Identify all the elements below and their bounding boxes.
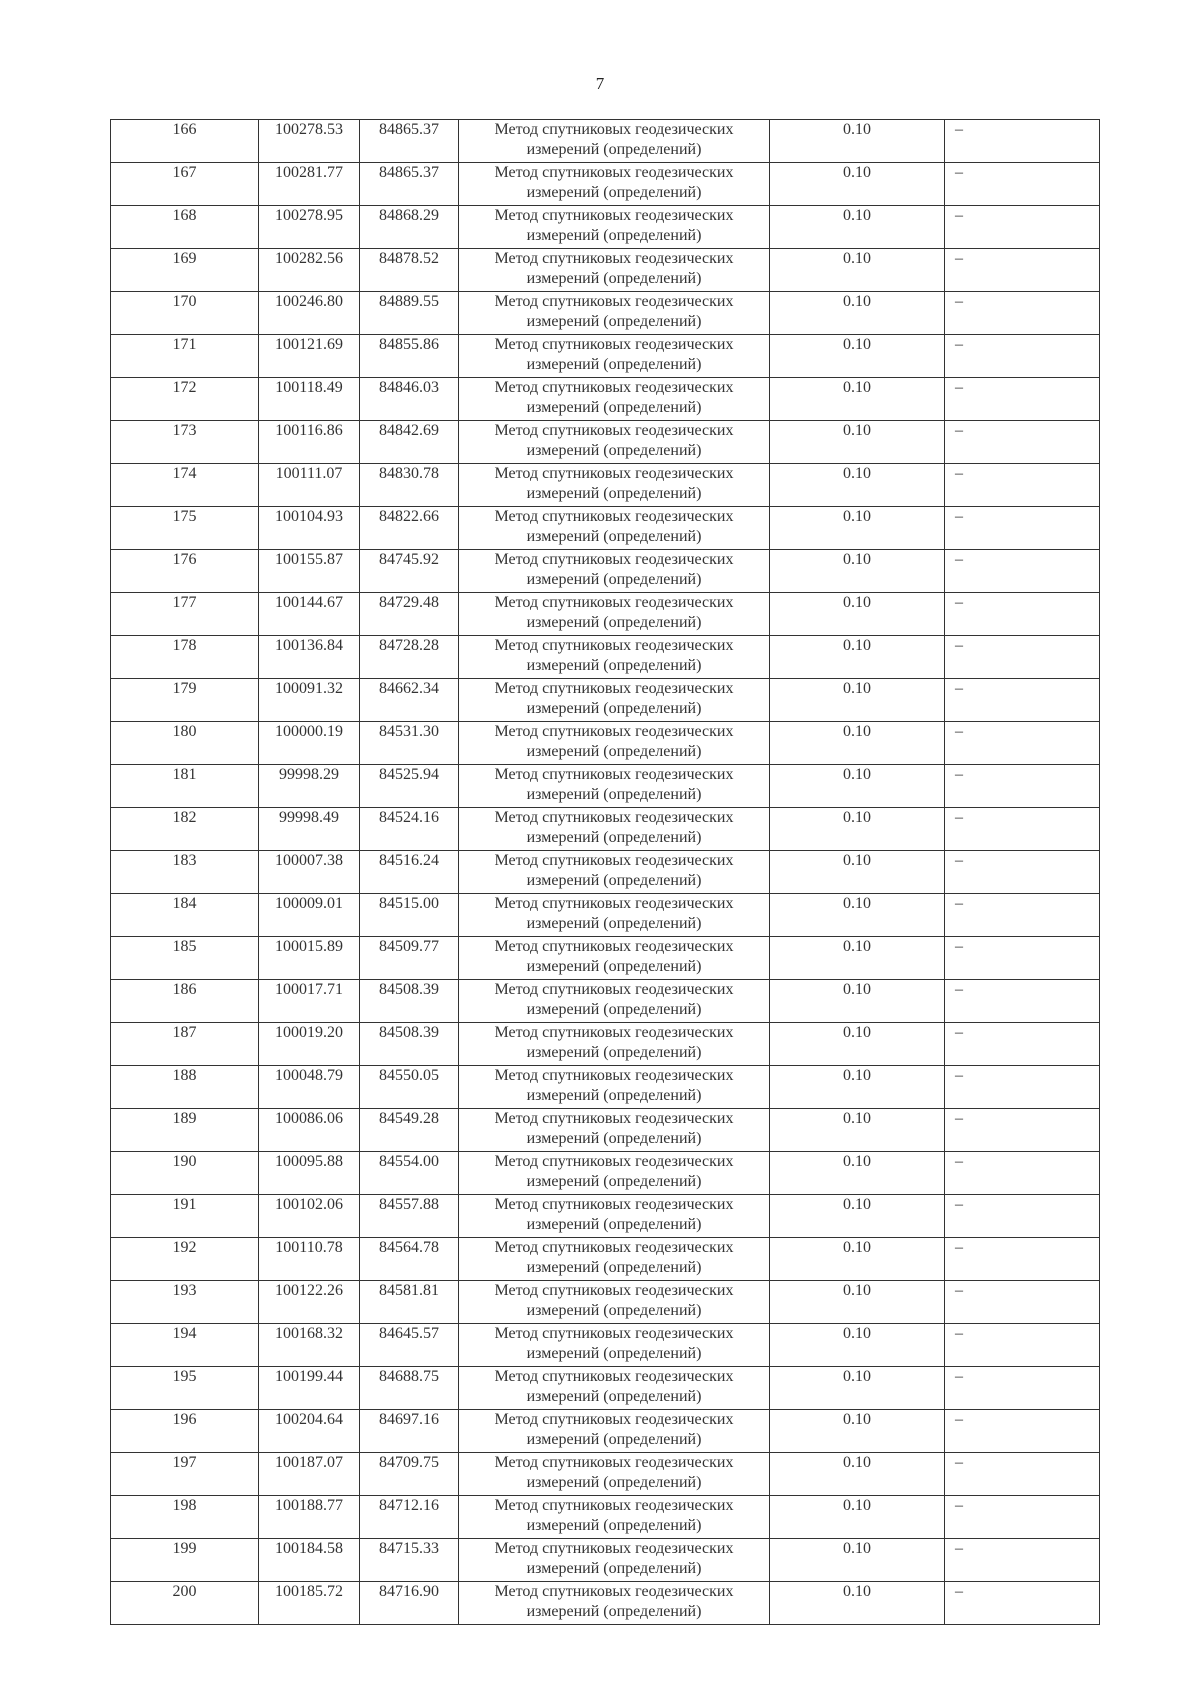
x-coordinate-cell: 100282.56 (259, 249, 360, 292)
method-cell: Метод спутниковых геодезических измерений (определений) (459, 1324, 770, 1367)
dash-cell: – (945, 1539, 1100, 1582)
dash-cell: – (945, 1066, 1100, 1109)
table-row (111, 1410, 1100, 1453)
coordinates-table (110, 119, 1100, 1625)
point-number-cell: 196 (111, 1410, 259, 1453)
point-number-cell: 171 (111, 335, 259, 378)
x-coordinate-cell: 100048.79 (259, 1066, 360, 1109)
dash-cell: – (945, 1496, 1100, 1539)
y-coordinate-cell: 84715.33 (360, 1539, 459, 1582)
dash-cell: – (945, 1238, 1100, 1281)
method-cell: Метод спутниковых геодезических измерений (определений) (459, 1109, 770, 1152)
dash-cell: – (945, 808, 1100, 851)
accuracy-cell: 0.10 (770, 679, 945, 722)
accuracy-cell: 0.10 (770, 1109, 945, 1152)
y-coordinate-cell: 84645.57 (360, 1324, 459, 1367)
table-row (111, 550, 1100, 593)
y-coordinate-cell: 84716.90 (360, 1582, 459, 1625)
table-row (111, 1238, 1100, 1281)
x-coordinate-cell: 100015.89 (259, 937, 360, 980)
x-coordinate-cell: 100111.07 (259, 464, 360, 507)
point-number-cell: 192 (111, 1238, 259, 1281)
y-coordinate-cell: 84662.34 (360, 679, 459, 722)
x-coordinate-cell: 100091.32 (259, 679, 360, 722)
point-number-cell: 193 (111, 1281, 259, 1324)
table-row (111, 335, 1100, 378)
table-row (111, 206, 1100, 249)
accuracy-cell: 0.10 (770, 464, 945, 507)
table-row (111, 1066, 1100, 1109)
x-coordinate-cell: 100000.19 (259, 722, 360, 765)
table-row (111, 1281, 1100, 1324)
accuracy-cell: 0.10 (770, 206, 945, 249)
y-coordinate-cell: 84524.16 (360, 808, 459, 851)
y-coordinate-cell: 84889.55 (360, 292, 459, 335)
table-row (111, 1496, 1100, 1539)
table-row (111, 1195, 1100, 1238)
dash-cell: – (945, 335, 1100, 378)
dash-cell: – (945, 722, 1100, 765)
accuracy-cell: 0.10 (770, 1152, 945, 1195)
dash-cell: – (945, 1152, 1100, 1195)
y-coordinate-cell: 84868.29 (360, 206, 459, 249)
accuracy-cell: 0.10 (770, 120, 945, 163)
point-number-cell: 172 (111, 378, 259, 421)
dash-cell: – (945, 1023, 1100, 1066)
x-coordinate-cell: 100168.32 (259, 1324, 360, 1367)
accuracy-cell: 0.10 (770, 1496, 945, 1539)
accuracy-cell: 0.10 (770, 1539, 945, 1582)
y-coordinate-cell: 84516.24 (360, 851, 459, 894)
method-cell: Метод спутниковых геодезических измерений (определений) (459, 1410, 770, 1453)
point-number-cell: 168 (111, 206, 259, 249)
y-coordinate-cell: 84697.16 (360, 1410, 459, 1453)
accuracy-cell: 0.10 (770, 1281, 945, 1324)
dash-cell: – (945, 1410, 1100, 1453)
x-coordinate-cell: 99998.29 (259, 765, 360, 808)
accuracy-cell: 0.10 (770, 894, 945, 937)
x-coordinate-cell: 100246.80 (259, 292, 360, 335)
accuracy-cell: 0.10 (770, 593, 945, 636)
table-row (111, 808, 1100, 851)
table-row (111, 593, 1100, 636)
accuracy-cell: 0.10 (770, 1582, 945, 1625)
x-coordinate-cell: 100116.86 (259, 421, 360, 464)
point-number-cell: 173 (111, 421, 259, 464)
dash-cell: – (945, 1281, 1100, 1324)
method-cell: Метод спутниковых геодезических измерений (определений) (459, 335, 770, 378)
table-row (111, 636, 1100, 679)
y-coordinate-cell: 84688.75 (360, 1367, 459, 1410)
dash-cell: – (945, 1582, 1100, 1625)
accuracy-cell: 0.10 (770, 980, 945, 1023)
accuracy-cell: 0.10 (770, 292, 945, 335)
method-cell: Метод спутниковых геодезических измерений (определений) (459, 765, 770, 808)
table-row (111, 1324, 1100, 1367)
x-coordinate-cell: 100086.06 (259, 1109, 360, 1152)
method-cell: Метод спутниковых геодезических измерений (определений) (459, 1152, 770, 1195)
y-coordinate-cell: 84830.78 (360, 464, 459, 507)
table-row (111, 249, 1100, 292)
y-coordinate-cell: 84822.66 (360, 507, 459, 550)
method-cell: Метод спутниковых геодезических измерений (определений) (459, 1238, 770, 1281)
accuracy-cell: 0.10 (770, 1367, 945, 1410)
table-row (111, 851, 1100, 894)
x-coordinate-cell: 100009.01 (259, 894, 360, 937)
point-number-cell: 200 (111, 1582, 259, 1625)
x-coordinate-cell: 100017.71 (259, 980, 360, 1023)
y-coordinate-cell: 84509.77 (360, 937, 459, 980)
method-cell: Метод спутниковых геодезических измерений (определений) (459, 679, 770, 722)
method-cell: Метод спутниковых геодезических измерений (определений) (459, 249, 770, 292)
method-cell: Метод спутниковых геодезических измерений (определений) (459, 507, 770, 550)
accuracy-cell: 0.10 (770, 378, 945, 421)
point-number-cell: 183 (111, 851, 259, 894)
accuracy-cell: 0.10 (770, 421, 945, 464)
point-number-cell: 179 (111, 679, 259, 722)
accuracy-cell: 0.10 (770, 636, 945, 679)
table-row (111, 1453, 1100, 1496)
x-coordinate-cell: 100187.07 (259, 1453, 360, 1496)
y-coordinate-cell: 84554.00 (360, 1152, 459, 1195)
dash-cell: – (945, 507, 1100, 550)
dash-cell: – (945, 421, 1100, 464)
dash-cell: – (945, 120, 1100, 163)
dash-cell: – (945, 249, 1100, 292)
method-cell: Метод спутниковых геодезических измерений (определений) (459, 464, 770, 507)
x-coordinate-cell: 100019.20 (259, 1023, 360, 1066)
x-coordinate-cell: 100121.69 (259, 335, 360, 378)
x-coordinate-cell: 100155.87 (259, 550, 360, 593)
dash-cell: – (945, 292, 1100, 335)
method-cell: Метод спутниковых геодезических измерений (определений) (459, 292, 770, 335)
method-cell: Метод спутниковых геодезических измерений (определений) (459, 980, 770, 1023)
y-coordinate-cell: 84745.92 (360, 550, 459, 593)
y-coordinate-cell: 84550.05 (360, 1066, 459, 1109)
coordinates-table-body (111, 120, 1100, 1625)
point-number-cell: 195 (111, 1367, 259, 1410)
point-number-cell: 180 (111, 722, 259, 765)
x-coordinate-cell: 100184.58 (259, 1539, 360, 1582)
x-coordinate-cell: 100102.06 (259, 1195, 360, 1238)
point-number-cell: 176 (111, 550, 259, 593)
method-cell: Метод спутниковых геодезических измерений (определений) (459, 808, 770, 851)
table-row (111, 163, 1100, 206)
dash-cell: – (945, 1453, 1100, 1496)
table-row (111, 120, 1100, 163)
y-coordinate-cell: 84508.39 (360, 1023, 459, 1066)
table-row (111, 679, 1100, 722)
method-cell: Метод спутниковых геодезических измерений (определений) (459, 894, 770, 937)
y-coordinate-cell: 84508.39 (360, 980, 459, 1023)
method-cell: Метод спутниковых геодезических измерений (определений) (459, 1367, 770, 1410)
y-coordinate-cell: 84846.03 (360, 378, 459, 421)
table-row (111, 765, 1100, 808)
x-coordinate-cell: 100281.77 (259, 163, 360, 206)
method-cell: Метод спутниковых геодезических измерений (определений) (459, 163, 770, 206)
method-cell: Метод спутниковых геодезических измерений (определений) (459, 550, 770, 593)
method-cell: Метод спутниковых геодезических измерений (определений) (459, 1539, 770, 1582)
y-coordinate-cell: 84581.81 (360, 1281, 459, 1324)
accuracy-cell: 0.10 (770, 765, 945, 808)
point-number-cell: 194 (111, 1324, 259, 1367)
x-coordinate-cell: 100278.95 (259, 206, 360, 249)
y-coordinate-cell: 84712.16 (360, 1496, 459, 1539)
method-cell: Метод спутниковых геодезических измерений (определений) (459, 1281, 770, 1324)
point-number-cell: 174 (111, 464, 259, 507)
dash-cell: – (945, 1109, 1100, 1152)
point-number-cell: 177 (111, 593, 259, 636)
table-row (111, 894, 1100, 937)
point-number-cell: 199 (111, 1539, 259, 1582)
x-coordinate-cell: 100278.53 (259, 120, 360, 163)
accuracy-cell: 0.10 (770, 808, 945, 851)
y-coordinate-cell: 84564.78 (360, 1238, 459, 1281)
table-row (111, 1582, 1100, 1625)
dash-cell: – (945, 636, 1100, 679)
point-number-cell: 190 (111, 1152, 259, 1195)
method-cell: Метод спутниковых геодезических измерений (определений) (459, 120, 770, 163)
point-number-cell: 169 (111, 249, 259, 292)
x-coordinate-cell: 100204.64 (259, 1410, 360, 1453)
accuracy-cell: 0.10 (770, 1023, 945, 1066)
x-coordinate-cell: 100144.67 (259, 593, 360, 636)
table-row (111, 507, 1100, 550)
point-number-cell: 186 (111, 980, 259, 1023)
dash-cell: – (945, 1324, 1100, 1367)
table-row (111, 1023, 1100, 1066)
accuracy-cell: 0.10 (770, 507, 945, 550)
x-coordinate-cell: 100110.78 (259, 1238, 360, 1281)
accuracy-cell: 0.10 (770, 851, 945, 894)
accuracy-cell: 0.10 (770, 163, 945, 206)
method-cell: Метод спутниковых геодезических измерений (определений) (459, 593, 770, 636)
table-row (111, 1152, 1100, 1195)
method-cell: Метод спутниковых геодезических измерений (определений) (459, 636, 770, 679)
method-cell: Метод спутниковых геодезических измерений (определений) (459, 421, 770, 464)
page-number: 7 (595, 74, 605, 93)
accuracy-cell: 0.10 (770, 1066, 945, 1109)
table-row (111, 1539, 1100, 1582)
x-coordinate-cell: 100104.93 (259, 507, 360, 550)
method-cell: Метод спутниковых геодезических измерений (определений) (459, 206, 770, 249)
method-cell: Метод спутниковых геодезических измерений (определений) (459, 851, 770, 894)
point-number-cell: 185 (111, 937, 259, 980)
y-coordinate-cell: 84728.28 (360, 636, 459, 679)
x-coordinate-cell: 100199.44 (259, 1367, 360, 1410)
method-cell: Метод спутниковых геодезических измерений (определений) (459, 1023, 770, 1066)
table-row (111, 1109, 1100, 1152)
accuracy-cell: 0.10 (770, 1453, 945, 1496)
accuracy-cell: 0.10 (770, 1238, 945, 1281)
dash-cell: – (945, 894, 1100, 937)
point-number-cell: 170 (111, 292, 259, 335)
accuracy-cell: 0.10 (770, 249, 945, 292)
point-number-cell: 187 (111, 1023, 259, 1066)
y-coordinate-cell: 84729.48 (360, 593, 459, 636)
accuracy-cell: 0.10 (770, 1324, 945, 1367)
accuracy-cell: 0.10 (770, 1410, 945, 1453)
x-coordinate-cell: 100007.38 (259, 851, 360, 894)
x-coordinate-cell: 100118.49 (259, 378, 360, 421)
y-coordinate-cell: 84525.94 (360, 765, 459, 808)
x-coordinate-cell: 99998.49 (259, 808, 360, 851)
accuracy-cell: 0.10 (770, 722, 945, 765)
dash-cell: – (945, 937, 1100, 980)
y-coordinate-cell: 84878.52 (360, 249, 459, 292)
method-cell: Метод спутниковых геодезических измерений (определений) (459, 1582, 770, 1625)
y-coordinate-cell: 84709.75 (360, 1453, 459, 1496)
accuracy-cell: 0.10 (770, 335, 945, 378)
y-coordinate-cell: 84842.69 (360, 421, 459, 464)
table-row (111, 722, 1100, 765)
dash-cell: – (945, 765, 1100, 808)
point-number-cell: 181 (111, 765, 259, 808)
y-coordinate-cell: 84865.37 (360, 163, 459, 206)
point-number-cell: 167 (111, 163, 259, 206)
accuracy-cell: 0.10 (770, 1195, 945, 1238)
table-row (111, 1367, 1100, 1410)
x-coordinate-cell: 100095.88 (259, 1152, 360, 1195)
x-coordinate-cell: 100185.72 (259, 1582, 360, 1625)
point-number-cell: 189 (111, 1109, 259, 1152)
y-coordinate-cell: 84557.88 (360, 1195, 459, 1238)
method-cell: Метод спутниковых геодезических измерений (определений) (459, 1453, 770, 1496)
point-number-cell: 166 (111, 120, 259, 163)
y-coordinate-cell: 84865.37 (360, 120, 459, 163)
accuracy-cell: 0.10 (770, 937, 945, 980)
method-cell: Метод спутниковых геодезических измерений (определений) (459, 1066, 770, 1109)
method-cell: Метод спутниковых геодезических измерений (определений) (459, 937, 770, 980)
x-coordinate-cell: 100122.26 (259, 1281, 360, 1324)
method-cell: Метод спутниковых геодезических измерений (определений) (459, 1195, 770, 1238)
y-coordinate-cell: 84515.00 (360, 894, 459, 937)
dash-cell: – (945, 378, 1100, 421)
point-number-cell: 182 (111, 808, 259, 851)
table-row (111, 378, 1100, 421)
method-cell: Метод спутниковых геодезических измерений (определений) (459, 1496, 770, 1539)
table-row (111, 980, 1100, 1023)
point-number-cell: 191 (111, 1195, 259, 1238)
dash-cell: – (945, 1367, 1100, 1410)
x-coordinate-cell: 100188.77 (259, 1496, 360, 1539)
point-number-cell: 197 (111, 1453, 259, 1496)
dash-cell: – (945, 464, 1100, 507)
dash-cell: – (945, 851, 1100, 894)
dash-cell: – (945, 163, 1100, 206)
point-number-cell: 184 (111, 894, 259, 937)
method-cell: Метод спутниковых геодезических измерений (определений) (459, 722, 770, 765)
dash-cell: – (945, 206, 1100, 249)
y-coordinate-cell: 84531.30 (360, 722, 459, 765)
point-number-cell: 175 (111, 507, 259, 550)
accuracy-cell: 0.10 (770, 550, 945, 593)
y-coordinate-cell: 84549.28 (360, 1109, 459, 1152)
dash-cell: – (945, 679, 1100, 722)
table-row (111, 464, 1100, 507)
dash-cell: – (945, 1195, 1100, 1238)
point-number-cell: 188 (111, 1066, 259, 1109)
point-number-cell: 198 (111, 1496, 259, 1539)
table-row (111, 421, 1100, 464)
point-number-cell: 178 (111, 636, 259, 679)
y-coordinate-cell: 84855.86 (360, 335, 459, 378)
method-cell: Метод спутниковых геодезических измерений (определений) (459, 378, 770, 421)
table-row (111, 292, 1100, 335)
table-row (111, 937, 1100, 980)
dash-cell: – (945, 593, 1100, 636)
dash-cell: – (945, 550, 1100, 593)
dash-cell: – (945, 980, 1100, 1023)
x-coordinate-cell: 100136.84 (259, 636, 360, 679)
